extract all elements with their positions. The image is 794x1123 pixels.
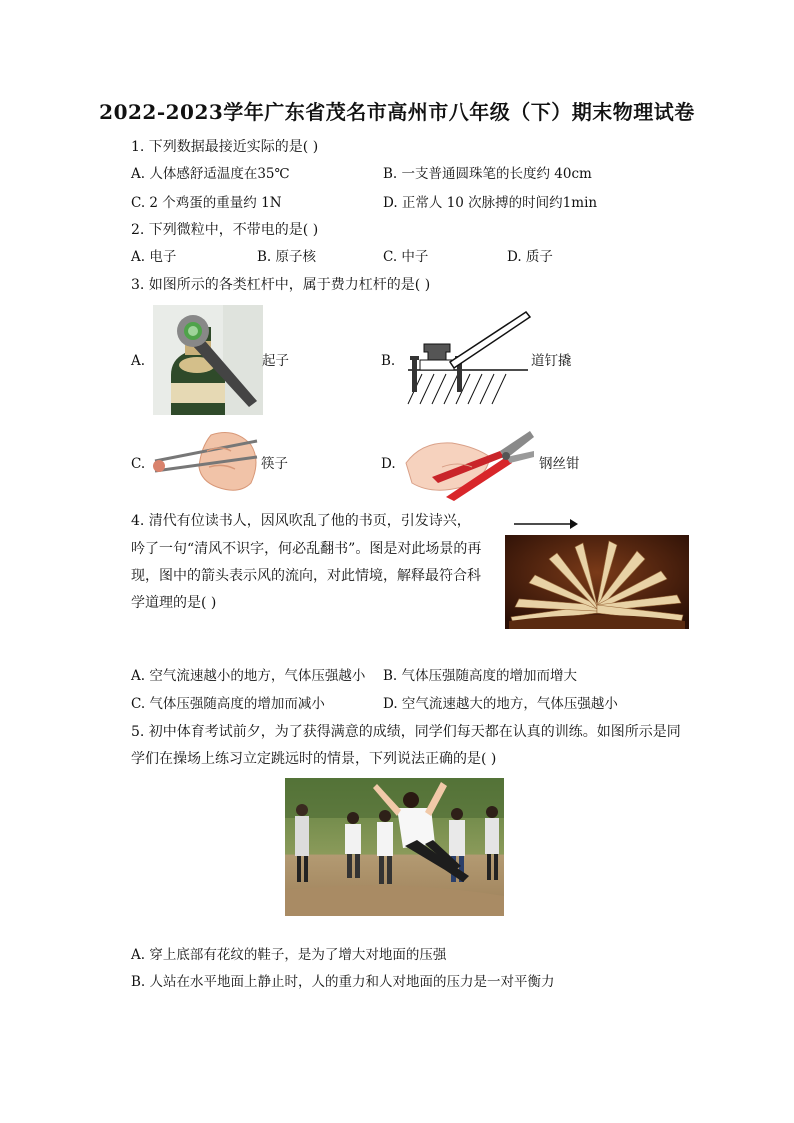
q2-option-d: D. 质子 — [507, 249, 553, 265]
q1-option-c: C. 2 个鸡蛋的重量约 1N — [131, 195, 282, 211]
q3-option-a-letter: A. — [131, 353, 146, 369]
wind-arrow-icon — [512, 517, 580, 531]
chopsticks-image — [151, 427, 261, 497]
q4-option-d: D. 空气流速越大的地方，气体压强越小 — [383, 696, 618, 712]
q3-option-d-letter: D. — [381, 456, 396, 472]
pliers-image — [402, 423, 540, 501]
q3-option-c-label: 筷子 — [261, 456, 288, 472]
q2-option-a: A. 电子 — [131, 249, 177, 265]
q2-stem: 2. 下列微粒中，不带电的是( ) — [131, 222, 319, 238]
q5-option-b: B. 人站在水平地面上静止时，人的重力和人对地面的压力是一对平衡力 — [131, 974, 555, 990]
q1-stem: 1. 下列数据最接近实际的是( ) — [131, 139, 319, 155]
q4-stem-line-2: 吟了一句“清风不识字，何必乱翻书”。图是对此场景的再 — [131, 541, 482, 557]
q2-option-b: B. 原子核 — [257, 249, 317, 265]
q4-option-b: B. 气体压强随高度的增加而增大 — [383, 668, 578, 684]
q5-stem-line-1: 5. 初中体育考试前夕，为了获得满意的成绩，同学们每天都在认真的训练。如图所示是同 — [131, 724, 681, 740]
exam-title: 2022-2023学年广东省茂名市高州市八年级（下）期末物理试卷 — [99, 100, 695, 124]
q4-stem-line-3: 现，图中的箭头表示风的流向，对此情境，解释最符合科 — [131, 568, 481, 584]
q4-stem-line-1: 4. 清代有位读书人，因风吹乱了他的书页，引发诗兴， — [131, 513, 471, 529]
q4-option-c: C. 气体压强随高度的增加而减小 — [131, 696, 325, 712]
q1-option-d: D. 正常人 10 次脉搏的时间约1min — [383, 195, 598, 211]
open-book-image — [505, 535, 689, 629]
bottle-opener-image — [153, 305, 263, 415]
q2-option-c: C. 中子 — [383, 249, 429, 265]
q3-stem: 3. 如图所示的各类杠杆中，属于费力杠杆的是( ) — [131, 277, 431, 293]
q3-option-b-label: 道钉撬 — [531, 353, 572, 369]
rail-spike-lever-image — [402, 308, 534, 406]
q3-option-b-letter: B. — [381, 353, 396, 369]
q4-option-a: A. 空气流速越小的地方，气体压强越小 — [131, 668, 366, 684]
q1-option-a: A. 人体感舒适温度在35℃ — [131, 166, 290, 182]
standing-long-jump-photo — [285, 778, 504, 916]
q5-option-a: A. 穿上底部有花纹的鞋子，是为了增大对地面的压强 — [131, 947, 447, 963]
q3-option-d-label: 钢丝钳 — [539, 456, 580, 472]
q3-option-a-label: 起子 — [262, 353, 289, 369]
q5-stem-line-2: 学们在操场上练习立定跳远时的情景，下列说法正确的是( ) — [131, 751, 497, 767]
q3-option-c-letter: C. — [131, 456, 146, 472]
q1-option-b: B. 一支普通圆珠笔的长度约 40cm — [383, 166, 592, 182]
q4-stem-line-4: 学道理的是( ) — [131, 595, 217, 611]
